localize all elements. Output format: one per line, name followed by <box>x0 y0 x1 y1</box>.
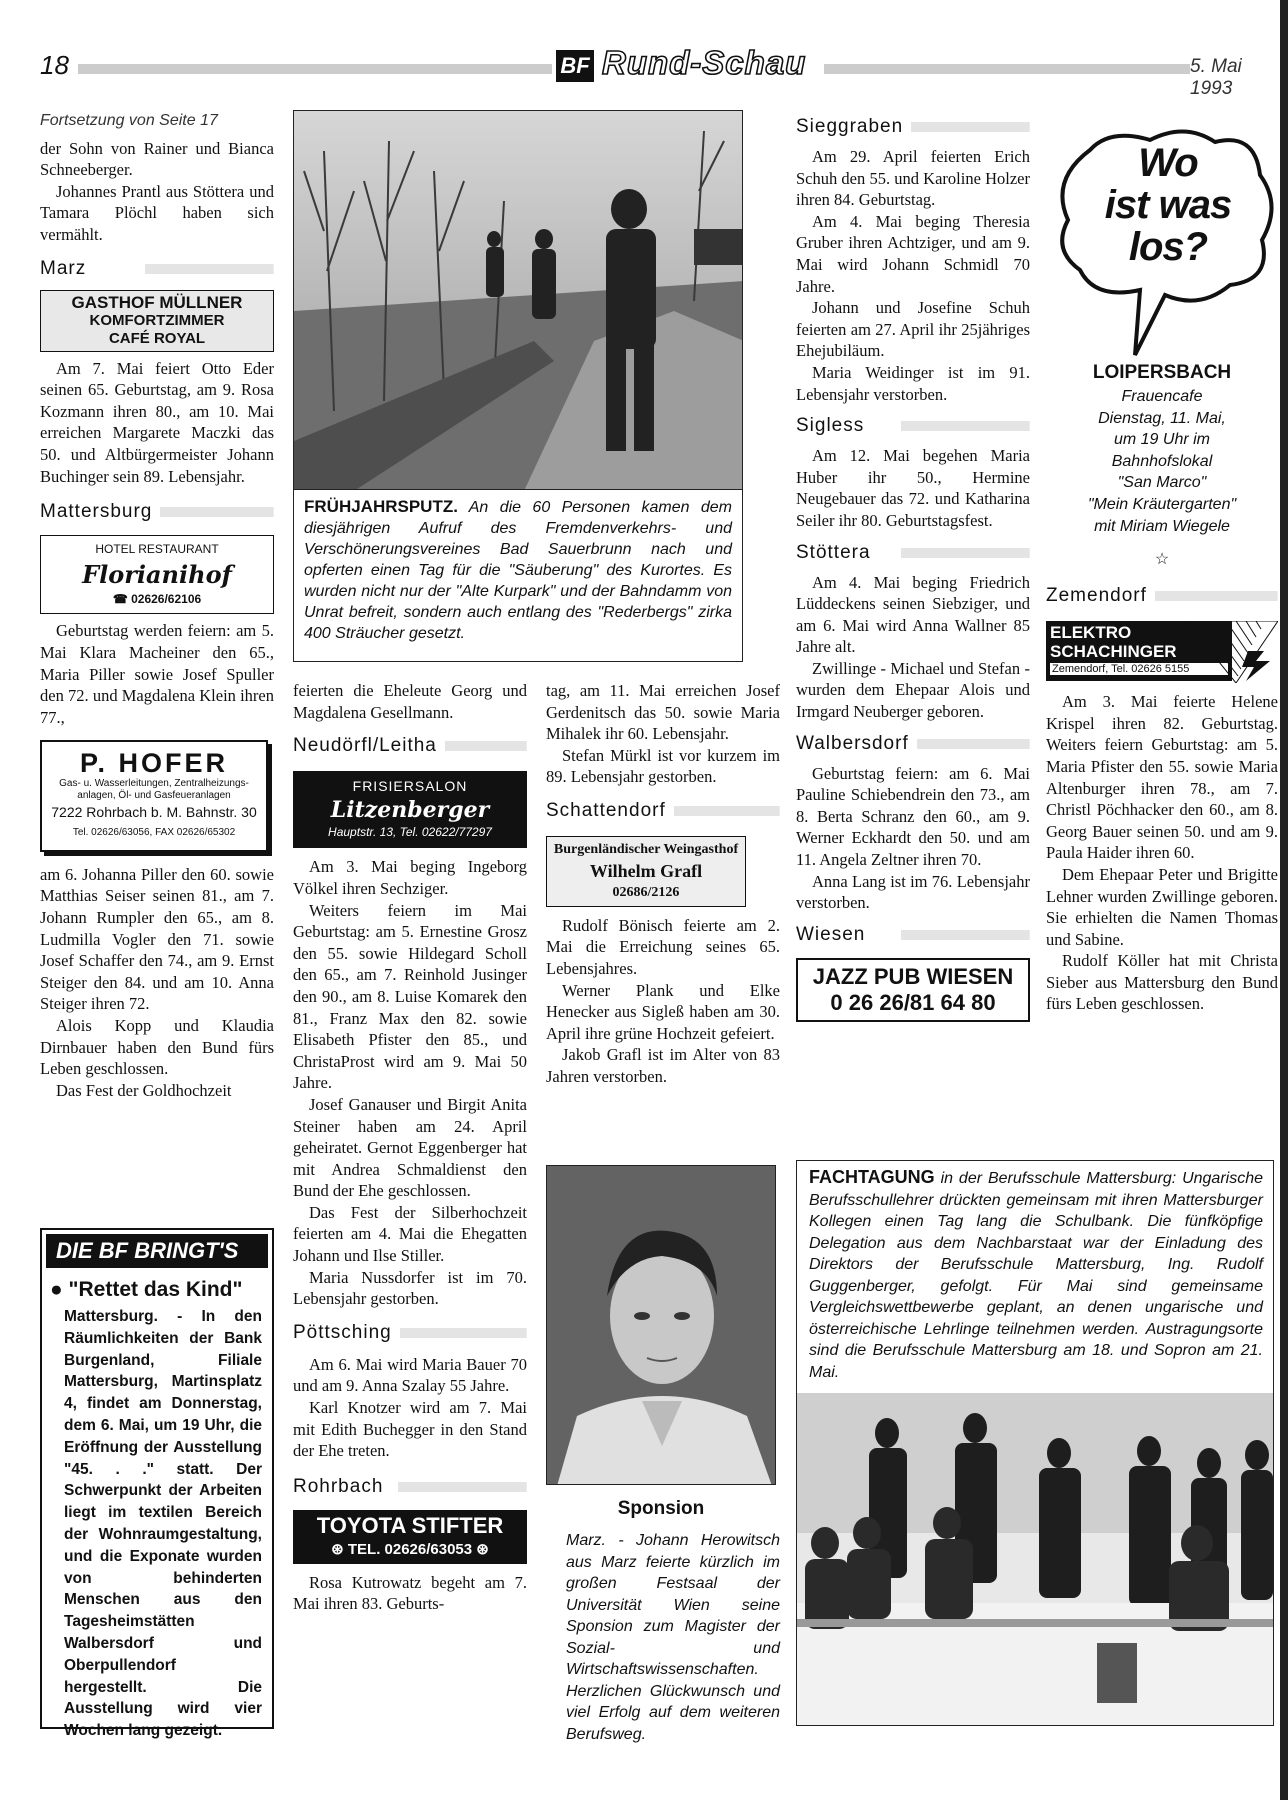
ad-line: 7222 Rohrbach b. M. Bahnstr. 30 <box>51 804 257 821</box>
caption-bold: FRÜHJAHRSPUTZ. <box>304 497 458 516</box>
paragraph: Am 6. Mai wird Maria Bauer 70 und am 9. Anna Szalay 55 Jahre. <box>293 1354 527 1396</box>
caption-text: in der Berufsschule Mattersburg: Ungarische Berufsschullehrer drückten gemeinsam mit ihren Mattersburger Kollegen einen Tag lang die Schulbank. Die fünfköpfige Delegation aus dem Nachbarstaat war der Einladung des Direktors der Berufsschule Mattersburg, Ing. Rudolf Guggenberger, gefolgt. Für Mai sind gemeinsame Vergleichswettbewerbe geplant, an denen ungarische und österreichische Lehrlinge teilnehmen werden. Austragungsorte sind die Berufsschule Mattersburg am 18. und Sopron am 21. Mai. <box>809 1170 1263 1381</box>
photo-cleanup-image <box>294 111 743 490</box>
bullet-icon: ● <box>50 1278 69 1301</box>
page-number: 18 <box>40 50 69 80</box>
paragraph: Werner Plank und Elke Henecker aus Sigleß haben am 30. April ihre grüne Hochzeit gefeiert. <box>546 980 780 1043</box>
column-5 <box>1046 360 1278 1015</box>
header-rule-left <box>78 64 552 74</box>
ad-company: TOYOTA STIFTER <box>316 1512 504 1538</box>
section-heading-rohrbach: Rohrbach <box>293 1472 527 1502</box>
ad-phone: ☎ 02626/62106 <box>112 591 202 606</box>
speech-bubble <box>1050 120 1280 370</box>
ad-florianihof <box>40 535 274 614</box>
photo-fruehjahrsputz <box>293 110 743 490</box>
ad-line: Burgenländischer Weingasthof <box>553 841 739 857</box>
ad-phone-row: ⊛ TEL. 02626/63053 ⊛ <box>331 1540 489 1558</box>
section-heading-wiesen: Wiesen <box>796 920 1030 950</box>
paragraph: tag, am 11. Mai erreichen Josef Gerdenitsch das 50. sowie Maria Mihalek ihr 60. Lebensjahr. <box>546 681 780 744</box>
section-heading-neudoerfl: Neudörfl/Leitha <box>293 731 527 761</box>
sponsion-text: Marz. - Johann Herowitsch aus Marz feierte kürzlich im großen Festsaal der Universität Wien seine Sponsion zum Magister der Sozial- und Wirtschaftswissenschaften. Herzlichen Glückwunsch und viel Erfolg auf dem weiteren Berufsweg. <box>566 1532 780 1743</box>
ad-company: P. HOFER <box>79 748 229 779</box>
ad-line: Tel. 02626/63056, FAX 02626/65302 <box>72 827 236 839</box>
box-title: ● "Rettet das Kind" <box>50 1278 243 1301</box>
paragraph: Am 7. Mai feiert Otto Eder seinen 65. Geburtstag, am 9. Rosa Kozmann ihren 80., am 10. Mai erreichen Margarete Maczki das 50. und Altbürgermeister Johann Buchinger sein 89. Lebensjahr. <box>40 358 274 486</box>
ad-toyota-stifter <box>293 1510 527 1564</box>
page-header <box>40 44 1276 99</box>
section-heading-schattendorf: Schattendorf <box>546 796 780 826</box>
ad-jazz-pub <box>796 958 1030 1022</box>
ad-line: KOMFORTZIMMER <box>89 311 225 329</box>
photo-fachtagung <box>797 1393 1273 1725</box>
event-line: "San Marco" <box>1117 474 1207 492</box>
caption-bold: FACHTAGUNG <box>809 1167 935 1187</box>
ad-gasthof-muellner <box>40 290 274 352</box>
caption-text: An die 60 Personen kamen dem diesjährigen Aufruf des Fremdenverkehrs- und Verschönerungsvereines Bad Sauerbrunn nach und opferten einen Tag für die "Säuberung" des Kurortes. Es wurden nicht nur der "Alte Kurpark" und der Bahndamm von Unrat befreit, sondern auch entlang des "Rederbergs" zirka 400 Sträucher gesetzt. <box>304 499 732 642</box>
lightning-icon <box>1186 621 1278 683</box>
photo-sponsion <box>546 1165 776 1485</box>
issue-date: 5. Mai 1993 <box>1190 56 1242 99</box>
paragraph: Das Fest der Silberhochzeit feierten am 4. Mai die Ehegatten Johann und Ilse Stiller. <box>293 1202 527 1266</box>
paragraph: am 6. Johanna Piller den 60. sowie Matthias Seiser seinen 81., am 7. Johann Rumpler den 65., am 8. Ludmilla Vogler den 71. sowie Josef Schaffer den 74., am 9. Ernst Steiger den 84. und am 10. Anna Steiger ihren 72. <box>40 864 274 1014</box>
fachtagung-article <box>796 1160 1274 1726</box>
paragraph: Johannes Prantl aus Stöttera und Tamara Plöchl haben sich vermählt. <box>40 181 274 244</box>
column-1 <box>40 110 274 1101</box>
column-2 <box>293 680 527 1615</box>
paragraph: Rudolf Bönisch feierte am 2. Mai die Erreichung seines 65. Lebensjahres. <box>546 915 780 978</box>
paragraph: Am 4. Mai beging Theresia Gruber ihren Achtziger, und am 9. Mai wird Johann Schmidl 70 Jahre. <box>796 211 1030 296</box>
section-heading-sieggraben: Sieggraben <box>796 112 1030 142</box>
paragraph: Am 4. Mai beging Friedrich Lüddeckens seinen Siebziger, und am 6. Mai wird Anna Wallner 85 Jahre alt. <box>796 572 1030 657</box>
paragraph: Dem Ehepaar Peter und Brigitte Lehner wurden Zwillinge geboren. Sie erhielten die Namen Thomas und Sabine. <box>1046 864 1278 949</box>
ad-weingasthof-grafl <box>546 836 746 907</box>
box-text: Mattersburg. - In den Räumlichkeiten der Bank Burgenland, Filiale Mattersburg, Martinsplatz 4, findet am Donnerstag, dem 6. Mai, um 19 Uhr, die Eröffnung der Ausstellung "45. . ." statt. Der Schwerpunkt der Arbeiten liegt im textilen Bereich der Wohnraumgestaltung, und die Exponate wurden von behinderten Menschen aus den Tagesheimstätten Walbersdorf und Oberpullendorf hergestellt. Die Ausstellung wird vier Wochen lang gezeigt. <box>64 1308 262 1740</box>
ad-line: SCHACHINGER <box>1050 642 1177 662</box>
bubble-line: ist was <box>1104 183 1232 227</box>
photo-caption-fruehjahrsputz <box>293 490 743 662</box>
header-title: Rund-Schau <box>602 44 807 81</box>
ad-phone: 02686/2126 <box>612 885 680 901</box>
paragraph: Am 29. April feierten Erich Schuh den 55. und Karoline Holzer ihren 84. Geburtstag. <box>796 147 1030 210</box>
paragraph: Rosa Kutrowatz begeht am 7. Mai ihren 83. Geburts- <box>293 1572 527 1614</box>
paragraph: Maria Weidinger ist im 91. Lebensjahr verstorben. <box>796 362 1030 404</box>
sponsion-title: Sponsion <box>617 1498 705 1519</box>
ad-line: Hauptstr. 13, Tel. 02622/77297 <box>328 824 492 839</box>
section-heading-poettsching: Pöttsching <box>293 1318 527 1348</box>
column-4 <box>796 112 1030 1022</box>
event-line: "Mein Kräutergarten" <box>1087 495 1237 513</box>
ad-line: FRISIERSALON <box>352 778 468 795</box>
bubble-line: los? <box>1128 225 1208 269</box>
event-line: Dienstag, 11. Mai, <box>1098 409 1226 427</box>
paragraph: Stefan Mürkl ist vor kurzem im 89. Lebensjahr gestorben. <box>546 745 780 787</box>
fachtagung-caption <box>797 1161 1273 1393</box>
ad-frisiersalon <box>293 771 527 848</box>
ad-p-hofer <box>40 740 268 852</box>
paragraph: Anna Lang ist im 76. Lebensjahr verstorben. <box>796 871 1030 913</box>
paragraph: der Sohn von Rainer und Bianca Schneeberger. <box>40 138 274 180</box>
bf-bringts-box <box>40 1228 274 1740</box>
ad-script-name: Florianihof <box>82 559 232 589</box>
header-rule-right <box>824 64 1190 74</box>
paragraph: Am 12. Mai begehen Maria Huber ihr 50., Hermine Neugebauer das 72. und Katharina Seiler ihr 80. Geburtstagsfest. <box>796 446 1030 530</box>
paragraph: Zwillinge - Michael und Stefan - wurden dem Ehepaar Alois und Irmgard Neuberger geboren. <box>796 658 1030 722</box>
paragraph: Weiters feiern im Mai Geburtstag: am 5. Ernestine Grosz den 55. sowie Hildegard Scholl den 65., am 7. Reinhold Jusinger den 90., am 8. Luise Komarek den 81., Franz Max den 82. sowie Elisabeth Pfister den 85., und ChristaProst wird am 9. Mai 50 Jahre. <box>293 900 527 1093</box>
event-location: LOIPERSBACH <box>1092 362 1232 383</box>
section-heading-stoettera: Stöttera <box>796 538 1030 568</box>
paragraph: Das Fest der Goldhochzeit <box>56 1080 232 1100</box>
ad-line: ELEKTRO <box>1050 623 1132 643</box>
ad-elektro-schachinger <box>1046 621 1278 683</box>
paragraph: Johann und Josefine Schuh feierten am 27. April ihr 25jähriges Ehejubiläum. <box>796 298 1030 361</box>
bubble-text <box>1068 142 1268 268</box>
continued-note: Fortsetzung von Seite 17 <box>40 112 218 129</box>
page-edge <box>1280 0 1288 1800</box>
box-header: DIE BF BRINGT'S <box>46 1234 268 1268</box>
paragraph: Josef Ganauser und Birgit Anita Steiner haben am 24. April geheiratet. Gernot Eggenberger hat mit Andrea Schmaldienst den Bund der Ehe geschlossen. <box>293 1094 527 1201</box>
section-heading-marz: Marz <box>40 254 274 284</box>
paragraph: Geburtstag werden feiern: am 5. Mai Klara Macheiner den 65., Maria Piller sowie Josef Spuller den 72. und Magdalena Klein ihren 77., <box>40 621 274 727</box>
ad-script-name: Litzenberger <box>330 796 490 823</box>
bubble-line: Wo <box>1138 141 1198 185</box>
ad-line: CAFÉ ROYAL <box>108 329 206 347</box>
ad-line: Gas- u. Wasserleitungen, Zentralheizungs-anlagen, Öl- und Gasfeueranlagen <box>59 778 249 802</box>
paragraph: Karl Knotzer wird am 7. Mai mit Edith Buchegger in den Stand der Ehe treten. <box>293 1398 527 1461</box>
portrait-image <box>547 1166 776 1485</box>
ad-company: JAZZ PUB WIESEN <box>812 963 1014 989</box>
paragraph: Am 3. Mai feierte Helene Krispel ihren 82. Geburtstag. Weiters feiern Geburtstag: am 5. Maria Pfister den 55. sowie Maria Altenburger ihren 78., am 7. Christl Pöchhacker den 60., am 8. Georg Bauer seinen 50. und am 9. Paula Haider ihren 60. <box>1046 692 1278 863</box>
section-heading-mattersburg: Mattersburg <box>40 497 274 527</box>
paragraph: feierten die Eheleute Georg und Magdalena Gesellmann. <box>293 681 527 722</box>
ad-line: Zemendorf, Tel. 02626 5155 <box>1050 663 1228 675</box>
ad-line: GASTHOF MÜLLNER <box>71 292 243 312</box>
ad-company: Wilhelm Grafl <box>589 860 703 881</box>
event-line: Frauencafe <box>1121 388 1203 405</box>
event-details <box>1046 386 1278 537</box>
event-line: mit Miriam Wiegele <box>1094 517 1230 535</box>
paragraph: Am 3. Mai beging Ingeborg Völkel ihren Sechziger. <box>293 857 527 898</box>
toyota-logo-icon: ⊛ <box>331 1540 348 1558</box>
paragraph: Geburtstag feiern: am 6. Mai Pauline Schiebendrein den 73., am 8. Berta Schranz den 60., am 9. Werner Eckhardt den 50. und am 11. Angela Zeltner ihren 70. <box>796 763 1030 870</box>
section-heading-walbersdorf: Walbersdorf <box>796 729 1030 759</box>
toyota-logo-icon: ⊛ <box>472 1540 489 1558</box>
paragraph: Jakob Grafl ist im Alter von 83 Jahren verstorben. <box>546 1045 780 1086</box>
paragraph: Alois Kopp und Klaudia Dirnbauer haben den Bund fürs Leben geschlossen. <box>40 1016 274 1079</box>
paragraph: Maria Nussdorfer ist im 70. Lebensjahr gestorben. <box>293 1267 527 1309</box>
zemendorf-text <box>1046 691 1278 1015</box>
event-line: um 19 Uhr im <box>1113 431 1211 449</box>
paragraph: Rudolf Köller hat mit Christa Sieber aus Mattersburg den Bund fürs Leben geschlossen. <box>1046 951 1278 1014</box>
ad-line: HOTEL RESTAURANT <box>95 542 219 557</box>
star-icon: ☆ <box>1154 551 1170 569</box>
section-heading-zemendorf: Zemendorf <box>1046 581 1278 611</box>
event-line: Bahnhofslokal <box>1111 452 1213 470</box>
ad-phone: 0 26 26/81 64 80 <box>830 989 996 1015</box>
section-heading-sigless: Sigless <box>796 411 1030 441</box>
bf-logo: BF <box>556 50 594 82</box>
column-3 <box>546 680 780 1088</box>
